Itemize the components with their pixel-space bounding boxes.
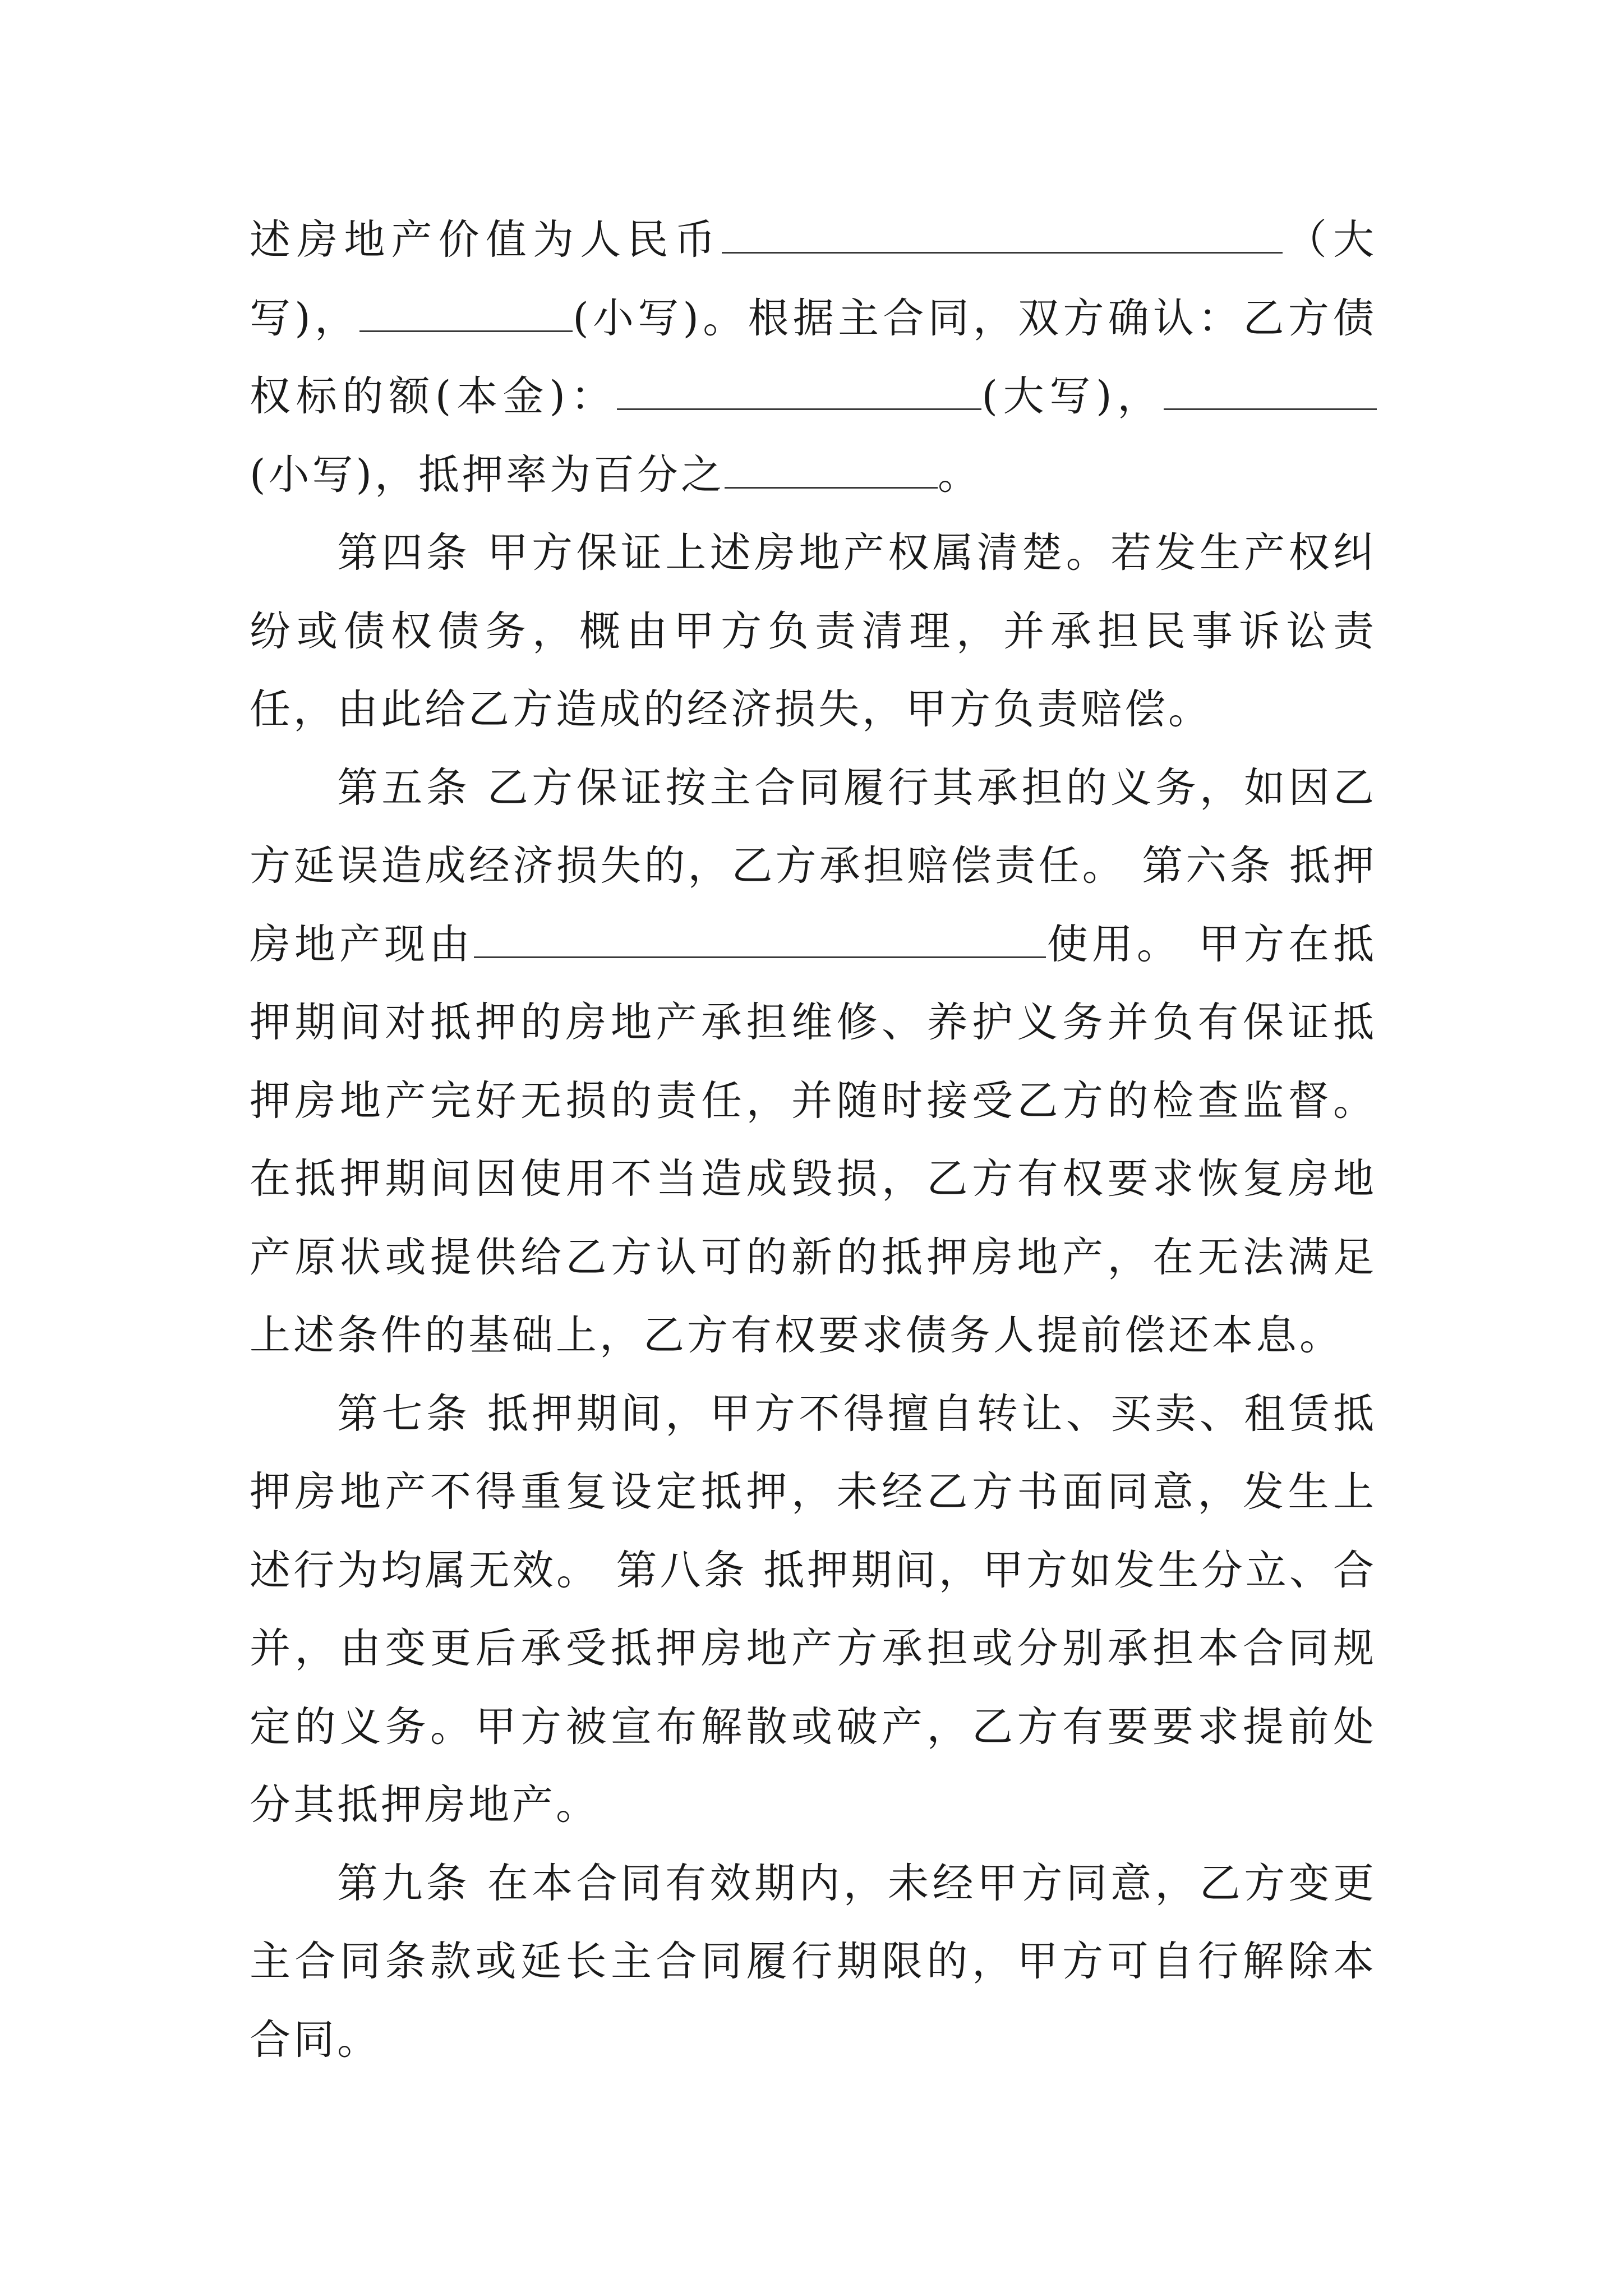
text-segment: (小写)。根据主合同，双方确认：乙方债权标的额(本金)：: [250, 294, 1377, 420]
blank-field-value-lowercase: [359, 291, 573, 332]
paragraph-article-9: 第九条 在本合同有效期内，未经甲方同意，乙方变更主合同条款或延长主合同履行期限的，甲方可自行解除本合同。: [250, 1859, 1377, 2064]
text-segment: 使用。 甲方在抵押期间对抵押的房地产承担维修、养护义务并负有保证抵押房地产完好无损的责任，并随时接受乙方的检查监督。 在抵押期间因使用不当造成毁损，乙方有权要求恢复房地产原状或提供给乙方认可的新的抵押房地产，在无法满足上述条件的基础上，乙方有权要求债务人提前偿还本息。: [250, 920, 1377, 1359]
blank-field-value-uppercase: [722, 213, 1283, 254]
text-segment: 述房地产价值为人民币: [250, 216, 722, 264]
text-segment: （大写)，: [250, 216, 1377, 342]
blank-field-principal-lowercase: [1164, 370, 1377, 410]
text-segment: (小写)，抵押率为百分之: [250, 450, 725, 499]
paragraph-article-4: 第四条 甲方保证上述房地产权属清楚。若发生产权纠纷或债权债务，概由甲方负责清理，并承担民事诉讼责任，由此给乙方造成的经济损失，甲方负责赔偿。: [250, 529, 1377, 733]
text-segment: (大写)，: [981, 372, 1164, 420]
paragraph-article-5-6: [250, 749, 1377, 1375]
paragraph-article-7-8: 第七条 抵押期间，甲方不得擅自转让、买卖、租赁抵押房地产不得重复设定抵押，未经乙方书面同意，发生上述行为均属无效。 第八条 抵押期间，甲方如发生分立、合并，由变更后承受抵押房地产方承担或分别承担本合同规定的义务。甲方被宣布解散或破产，乙方有要要求提前处分其抵押房地产。: [250, 1389, 1377, 1829]
text-segment: 第五条 乙方保证按主合同履行其承担的义务，如因乙方延误造成经济损失的，乙方承担赔偿责任。 第六条 抵押房地产现由: [250, 763, 1377, 968]
blank-field-mortgage-rate: [725, 448, 938, 488]
blank-field-principal-uppercase: [617, 370, 981, 410]
paragraph-property-value: [250, 201, 1377, 514]
text-segment: 。: [937, 450, 981, 499]
document-body: [250, 201, 1377, 2079]
blank-field-property-user: [474, 917, 1046, 958]
